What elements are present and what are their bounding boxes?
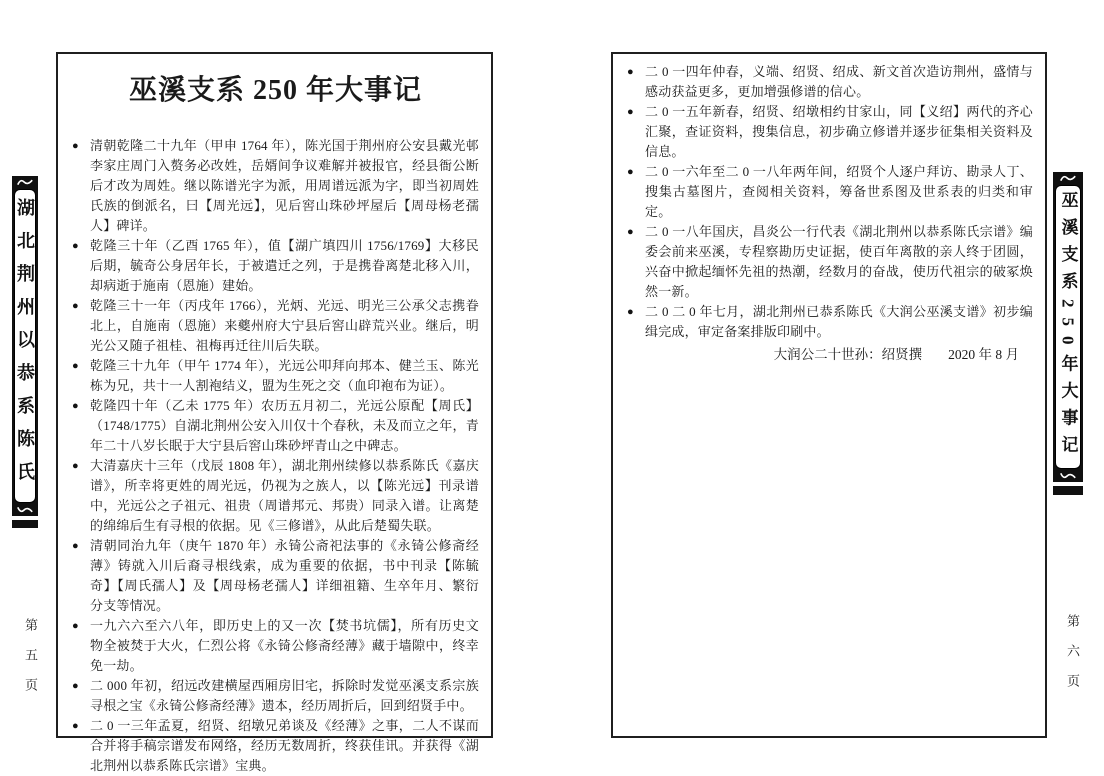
list-item bbox=[627, 62, 1033, 102]
left-banner-scroll bbox=[12, 176, 38, 516]
page-number-left: 第五页 bbox=[23, 618, 38, 708]
bullet-icon: ● bbox=[72, 720, 79, 732]
list-item-text: 清朝乾隆二十九年（甲申 1764 年），陈光国于荆州府公安县戴光邨李家庄周门入赘务必改姓，岳婿间争议难解并被报官，经县衙公断后才改为周姓。继以陈谱光字为派，用周谱远派为字，即当初周姓氏族的倒派名，曰【周光远】，见后窖山珠砂坪屋后【周母杨老孺人】碑详。 bbox=[90, 138, 479, 233]
right-banner-scroll bbox=[1053, 172, 1083, 482]
list-item bbox=[627, 302, 1033, 342]
bullet-icon: ● bbox=[72, 460, 79, 472]
right-banner-title: 巫溪支系250年大事记 bbox=[1058, 191, 1078, 463]
banner-end-bar bbox=[1053, 486, 1083, 495]
bullet-icon: ● bbox=[72, 400, 79, 412]
list-item bbox=[72, 716, 479, 776]
signature-row bbox=[627, 344, 1033, 366]
scroll-ornament-icon bbox=[1059, 173, 1077, 183]
bullet-icon: ● bbox=[72, 680, 79, 692]
bullet-icon: ● bbox=[72, 360, 79, 372]
list-item bbox=[72, 356, 479, 396]
list-item-text: 二 0 二 0 年七月，湖北荆州已恭系陈氏《大润公巫溪支谱》初步编缉完成，审定备案排版印刷中。 bbox=[645, 304, 1033, 339]
list-item bbox=[627, 222, 1033, 302]
list-item-text: 乾隆四十年（乙未 1775 年）农历五月初二，光远公原配【周氏】（1748/1775）自湖北荆州公安入川仅十个春秋，未及而立之年，青年二十八岁长眠于大宁县后窖山珠砂坪青山之中碑志。 bbox=[90, 398, 479, 453]
list-item bbox=[72, 136, 479, 236]
list-item bbox=[627, 162, 1033, 222]
list-item bbox=[72, 616, 479, 676]
list-item-text: 乾隆三十九年（甲午 1774 年），光远公叩拜向邦本、健兰玉、陈光栋为兄，共十一人割袍结义，盟为生死之交（血印袍布为证）。 bbox=[90, 358, 479, 393]
list-item-text: 二 0 一四年仲春，义端、绍贤、绍成、新文首次造访荆州，盛情与感动获益更多，更加增强修谱的信心。 bbox=[645, 64, 1033, 99]
banner-end-bar bbox=[12, 520, 38, 528]
list-item-text: 乾隆三十年（乙酉 1765 年），值【湖广填四川 1756/1769】大移民后期，毓奇公身居年长，于被遣迁之列，于是携眷离楚北移入川，却病逝于施南（恩施）建始。 bbox=[90, 238, 479, 293]
signature-date: 2020 年 8 月 bbox=[948, 347, 1019, 362]
bullet-icon: ● bbox=[627, 66, 634, 78]
list-item bbox=[627, 102, 1033, 162]
bullet-icon: ● bbox=[72, 140, 79, 152]
left-banner-title: 湖北荆州以恭系陈氏 bbox=[15, 197, 35, 495]
page-number-right: 第六页 bbox=[1065, 614, 1080, 704]
list-item-text: 二 0 一八年国庆，昌炎公一行代表《湖北荆州以恭系陈氏宗谱》编委会前来巫溪，专程察勘历史证据，使百年离散的亲人终于团圆，兴奋中掀起缅怀先祖的热潮，经数月的奋战，使历代祖宗的破冢焕然一新。 bbox=[645, 224, 1033, 299]
list-item-text: 清朝同治九年（庚午 1870 年）永锜公斋祀法事的《永锜公修斋经薄》铸就入川后裔寻根线索，成为重要的依据，书中刊录【陈毓奇】【周氏孺人】及【周母杨老孺人】详细祖籍、生卒年月、繁衍分支等情况。 bbox=[90, 538, 479, 613]
list-item bbox=[72, 296, 479, 356]
list-item-text: 二 0 一五年新春，绍贤、绍墩相约甘家山，同【义绍】两代的齐心汇聚，查证资料，搜集信息，初步确立修谱并逐步征集相关资料及信息。 bbox=[645, 104, 1033, 159]
bullet-icon: ● bbox=[627, 166, 634, 178]
list-item-text: 乾隆三十一年（丙戌年 1766），光炳、光远、明光三公承父志携眷北上，自施南（恩施）来夔州府大宁县后窖山辟荒兴业。继后，明光公又随子祖桂、祖梅再迁往川后失联。 bbox=[90, 298, 479, 353]
bullet-icon: ● bbox=[72, 540, 79, 552]
right-banner-panel bbox=[1055, 185, 1081, 469]
list-item bbox=[72, 396, 479, 456]
list-item bbox=[72, 456, 479, 536]
list-item-text: 一九六六至六八年，即历史上的又一次【焚书坑儒】，所有历史文物全被焚于大火，仁烈公将《永锜公修斋经薄》藏于墙隙中，终幸免一劫。 bbox=[90, 618, 479, 673]
bullet-icon: ● bbox=[72, 240, 79, 252]
left-page bbox=[56, 52, 493, 773]
left-banner-panel bbox=[14, 189, 36, 503]
bullet-icon: ● bbox=[72, 620, 79, 632]
bullet-icon: ● bbox=[72, 300, 79, 312]
bullet-icon: ● bbox=[627, 306, 634, 318]
bullet-icon: ● bbox=[627, 106, 634, 118]
list-item-text: 二 0 一三年孟夏，绍贤、绍墩兄弟谈及《经薄》之事，二人不谋而合并将手稿宗谱发布网络，经历无数周折，终获佳讯。并获得《湖北荆州以恭系陈氏宗谱》宝典。 bbox=[90, 718, 479, 773]
list-item bbox=[72, 676, 479, 716]
list-item bbox=[72, 236, 479, 296]
list-item bbox=[72, 536, 479, 616]
list-item-text: 二 0 一六年至二 0 一八年两年间，绍贤个人逐户拜访、勘录人丁、搜集古墓图片，查阅相关资料，筹备世系图及世系表的归类和审定。 bbox=[645, 164, 1033, 219]
scroll-ornament-icon bbox=[1059, 471, 1077, 481]
scroll-ornament-icon bbox=[16, 177, 34, 187]
signature-author: 大润公二十世孙：绍贤撰 bbox=[773, 347, 923, 362]
bullet-icon: ● bbox=[627, 226, 634, 238]
list-item-text: 大清嘉庆十三年（戊辰 1808 年），湖北荆州续修以恭系陈氏《嘉庆谱》，所幸将更姓的周光远，仍视为之族人，以【陈光远】刊录谱中，光远公之子祖元、祖贵（周谱邦元、邦贵）同录入谱。让离楚的绵绵后生有寻根的依据。见《三修谱》，从此后楚蜀失联。 bbox=[90, 458, 479, 533]
scroll-ornament-icon bbox=[16, 505, 34, 515]
page-title: 巫溪支系 250 年大事记 bbox=[128, 75, 422, 106]
right-page bbox=[611, 52, 1047, 738]
list-item-text: 二 000 年初，绍远改建横屋西厢房旧宅，拆除时发觉巫溪支系宗族寻根之宝《永锜公修斋经薄》遗本，经历周折后，回到绍贤手中。 bbox=[90, 678, 479, 713]
